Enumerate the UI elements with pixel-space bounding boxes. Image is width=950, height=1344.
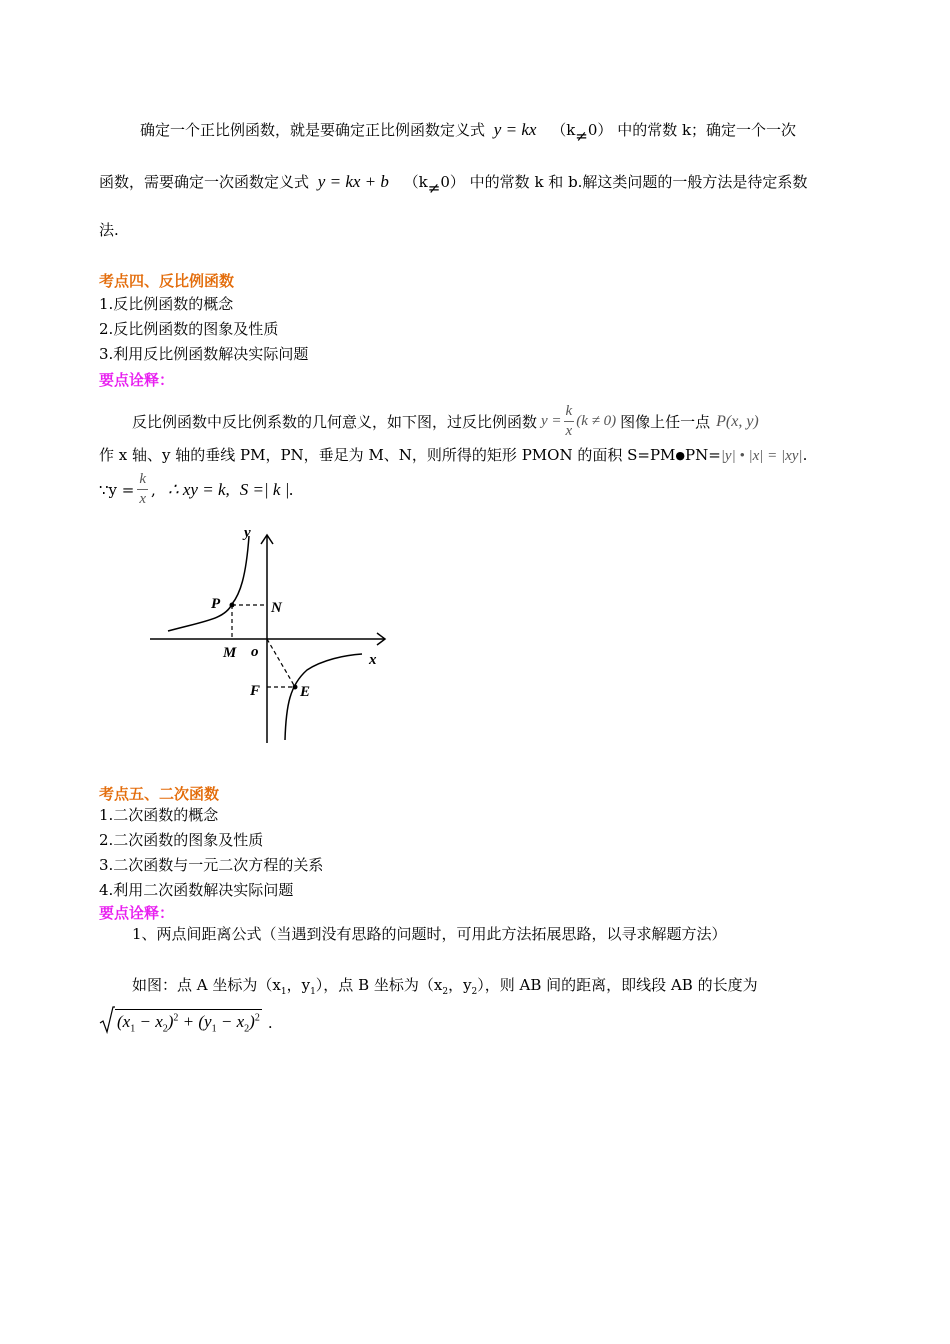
section5-key-label: 要点诠释： [99, 904, 175, 922]
label-f: F [250, 683, 261, 699]
dist-text-c: ），则 AB 间的距离，即线段 AB 的长度为 [477, 976, 758, 994]
neq-symbol: ≠ [575, 127, 588, 145]
para1-line3: 法. [99, 221, 119, 239]
because-symbol: ∵ [99, 480, 109, 499]
absolute-value-expression: |y| • |x| = |xy| [720, 448, 803, 464]
because-denominator: x [139, 491, 147, 507]
sub-2b: 2 [471, 987, 478, 997]
section4-line1-text-a: 反比例函数中反比例系数的几何意义，如下图，过反比例函数 [132, 413, 538, 431]
label-y: y [244, 525, 251, 541]
sqrt-sign [99, 1006, 115, 1034]
cond-open: （k [551, 121, 576, 139]
dist-text-b: ），点 B 坐标为（x [315, 976, 443, 994]
therefore-expression: ∴ xy = k, [167, 479, 230, 499]
section4-line2-text-a: 作 x 轴、y 轴的垂线 PM，PN，垂足为 M、N，则所得的矩形 PMON 的面积 S=PM [99, 446, 676, 464]
section4-heading: 考点四、反比例函数 [99, 272, 235, 290]
para1-line2 [99, 171, 808, 197]
hyperbola-figure [140, 515, 400, 750]
section4-item-2: 2.反比例函数的图象及性质 [99, 320, 279, 338]
section4-item-3: 3.利用反比例函数解决实际问题 [99, 345, 309, 363]
direct-proportion-formula: y = kx [493, 120, 537, 139]
formula-minus-2: − x [216, 1011, 245, 1031]
section5-item-4: 4.利用二次函数解决实际问题 [99, 881, 294, 899]
area-expression: S =| k |. [239, 479, 294, 499]
section4-line2-text-b: PN= [685, 446, 721, 464]
inverse-formula-condition: (k ≠ 0) [576, 413, 617, 429]
section5-heading: 考点五、二次函数 [99, 785, 220, 803]
distance-formula [99, 1006, 273, 1034]
because-y: y = [108, 480, 135, 499]
formula-period: . [267, 1014, 273, 1032]
label-x: x [369, 652, 377, 668]
inverse-formula-fraction [564, 404, 575, 439]
hyperbola-branch-lower [285, 654, 362, 740]
cond-close: 0） [587, 121, 613, 139]
label-m: M [223, 645, 237, 661]
hyperbola-branch-upper [168, 536, 249, 631]
para1-line2-text-b: 中的常数 k 和 b.解这类问题的一般方法是待定系数 [469, 173, 808, 191]
para1-line1-text-b: 中的常数 k；确定一个一次 [617, 121, 797, 139]
label-p: P [211, 596, 221, 612]
formula-sq-1: 2 [173, 1011, 179, 1023]
formula-left: (x [117, 1011, 131, 1031]
label-n: N [271, 600, 282, 616]
dist-sep-2: ，y [448, 976, 472, 994]
section4-line1-text-b: 图像上任一点 [620, 413, 711, 431]
formula-sub-2: 2 [162, 1023, 168, 1034]
dist-text-a: 如图：点 A 坐标为（x [132, 976, 281, 994]
period: . [802, 446, 808, 464]
sub-2: 2 [442, 987, 449, 997]
point-p-formula: P(x, y) [716, 412, 759, 430]
section5-item-2: 2.二次函数的图象及性质 [99, 831, 264, 849]
sub-1: 1 [280, 987, 287, 997]
section4-line3 [99, 472, 294, 507]
because-fraction [137, 472, 148, 507]
para1-line2-text-a: 函数，需要确定一次函数定义式 [99, 173, 310, 191]
dashed-oe [267, 639, 295, 687]
section5-item-3: 3.二次函数与一元二次方程的关系 [99, 856, 324, 874]
sqrt-radicand [115, 1009, 262, 1034]
formula-sub-3: 1 [211, 1023, 217, 1034]
inverse-formula-y: y = [541, 413, 562, 429]
formula-rp-1: ) [167, 1011, 174, 1031]
fraction-denominator: x [565, 423, 573, 439]
sub-1b: 1 [310, 987, 316, 997]
point-e-dot [293, 685, 298, 690]
para1-line1 [140, 119, 797, 145]
section4-line1 [132, 404, 759, 439]
distance-description [132, 974, 758, 997]
formula-minus: − x [135, 1011, 163, 1031]
cond-close-2: 0） [440, 173, 465, 191]
distance-formula-point: 1、两点间距离公式（当遇到没有思路的问题时，可用此方法拓展思路，以寻求解题方法） [132, 925, 727, 943]
section4-item-1: 1.反比例函数的概念 [99, 295, 234, 313]
cond-open-2: （k [403, 173, 428, 191]
formula-sq-2: 2 [254, 1011, 260, 1023]
para1-line1-text-a: 确定一个正比例函数，就是要确定正比例函数定义式 [140, 121, 486, 139]
label-e: E [300, 684, 311, 700]
because-numerator: k [137, 472, 148, 490]
formula-rp-2: ) [249, 1011, 255, 1031]
fraction-numerator: k [564, 404, 575, 422]
section5-item-1: 1.二次函数的概念 [99, 806, 219, 824]
dist-sep-1: ，y [286, 976, 311, 994]
section4-key-label: 要点诠释： [99, 371, 175, 389]
formula-sub-1: 1 [130, 1023, 136, 1034]
label-o: o [251, 644, 259, 660]
section4-line2 [99, 444, 807, 465]
point-p-dot [230, 603, 235, 608]
comma: , [151, 480, 156, 499]
linear-formula: y = kx + b [317, 172, 389, 191]
neq-symbol-2: ≠ [427, 179, 441, 197]
formula-sub-4: 2 [244, 1023, 250, 1034]
multiply-dot: ● [675, 449, 686, 462]
formula-plus: + (y [178, 1011, 212, 1031]
